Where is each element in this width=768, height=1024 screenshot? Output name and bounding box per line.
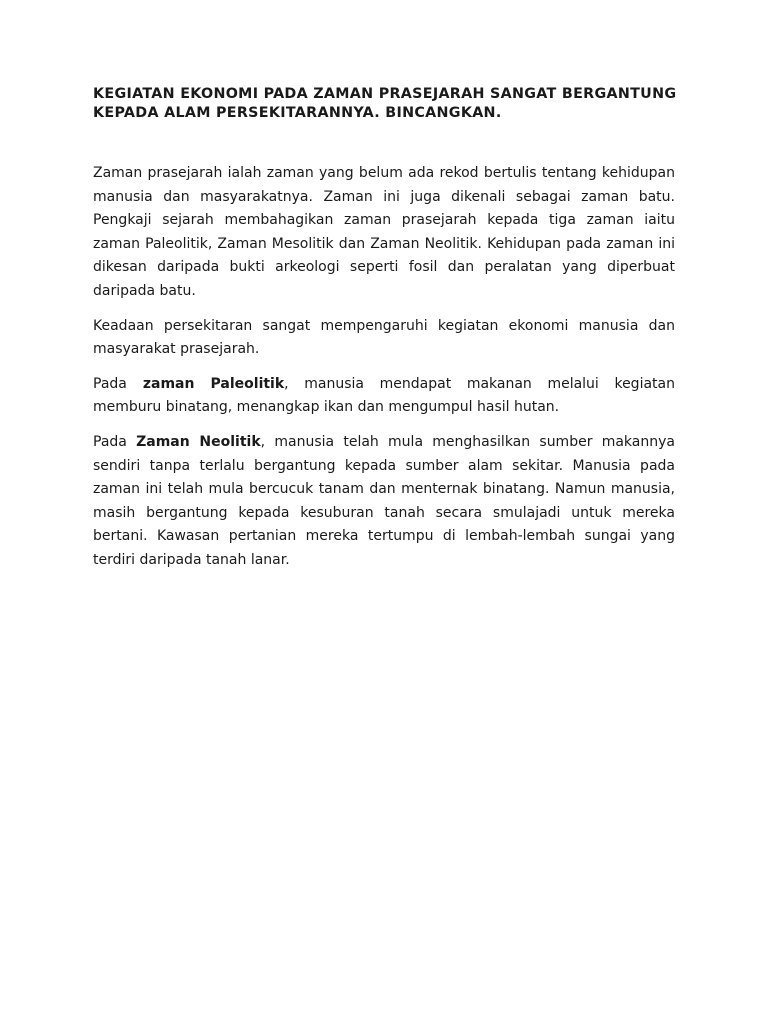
title-line-2: KEPADA ALAM PERSEKITARANNYA. BINCANGKAN.: [93, 105, 502, 121]
paragraph-neolithic: [93, 431, 675, 573]
term-neolithic: Zaman Neolitik: [136, 433, 261, 450]
paragraph-environment: Keadaan persekitaran sangat mempengaruhi kegiatan ekonomi manusia dan masyarakat prasejarah.: [93, 317, 675, 358]
paragraph-neolithic-lead: Pada: [93, 433, 137, 450]
paragraph-intro: Zaman prasejarah ialah zaman yang belum ada rekod bertulis tentang kehidupan manusia dan masyarakatnya. Zaman ini juga dikenali sebagai zaman batu. Pengkaji sejarah membahagikan zaman prasejarah kepada tiga zaman iaitu zaman Paleolitik, Zaman Mesolitik dan Zaman Neolitik. Kehidupan pada zaman ini dikesan daripada bukti arkeologi seperti fosil dan peralatan yang diperbuat daripada batu.: [93, 165, 675, 299]
document-body: [93, 85, 675, 573]
title-line-1: KEGIATAN EKONOMI PADA ZAMAN PRASEJARAH SANGAT BERGANTUNG: [93, 86, 677, 102]
paragraph-paleolithic: [93, 373, 675, 420]
document-title: [93, 85, 675, 123]
paragraph-neolithic-text: , manusia telah mula menghasilkan sumber makannya sendiri tanpa terlalu bergantung kepada sumber alam sekitar. Manusia pada zaman ini telah mula bercucuk tanam dan menternak binatang. Namun manusia, masih bergantung kepada kesuburan tanah secara smulajadi untuk mereka bertani. Kawasan pertanian mereka tertumpu di lembah-lembah sungai yang terdiri daripada tanah lanar.: [93, 433, 675, 568]
term-paleolithic: zaman Paleolitik: [142, 375, 285, 392]
paragraph-paleolithic-text: , manusia mendapat makanan melalui kegiatan memburu binatang, menangkap ikan dan mengumpul hasil hutan.: [93, 375, 675, 416]
paragraph-paleolithic-lead: Pada: [93, 375, 127, 392]
